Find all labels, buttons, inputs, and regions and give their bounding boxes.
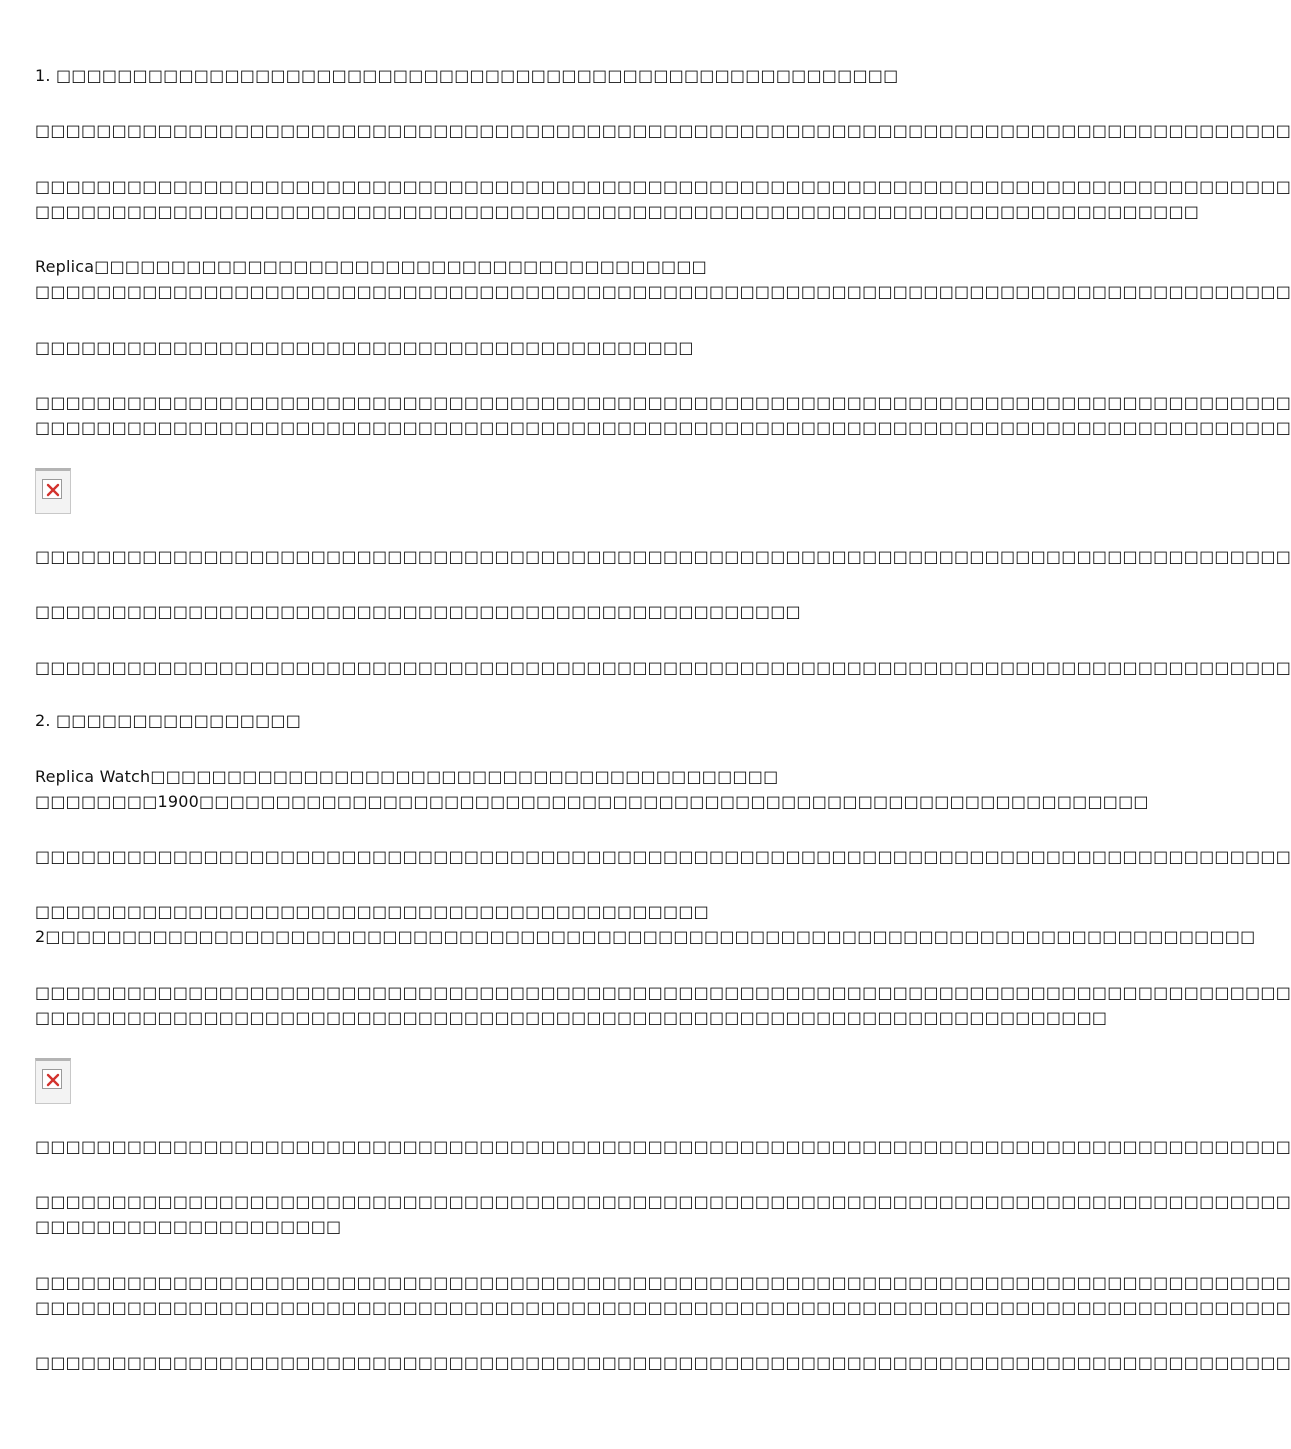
paragraph-line: □□□□□□□□□□□□□□□□□□□□□□□□□□□□□□□□□□□□□□□□□□□□□□□□□□□□□□□□□□□□□□□□□□□□□□□□□□□□ — [35, 202, 1200, 221]
broken-image-placeholder — [35, 1058, 71, 1104]
paragraph-line: □□□□□□□□□□□□□□□□□□□□□□□□□□□□□□□□□□□□□□□□□□□□□□□□□□□□□□□□□□□□□□□□□□□□□□□□□□□□□□□□□□ — [35, 658, 1291, 677]
paragraph-line: □□□□□□□□□□□□□□□□□□□□ — [35, 1217, 342, 1236]
paragraph-line: □□□□□□□□□□□□□□□□□□□□□□□□□□□□□□□□□□□□□□□□□□□□□□□□□□□□□□□□□□□□□□□□□□□□□□□□□□□□□□□□□□ — [35, 1353, 1291, 1372]
paragraph-line: □□□□□□□□□□□□□□□□□□□□□□□□□□□□□□□□□□□□□□□□□□□□□□□□□□□□□□□□□□□□□□□□□□□□□□□□□□□□□□□□□□ — [35, 1137, 1291, 1156]
paragraph-line: □□□□□□□□□□□□□□□□□□□□□□□□□□□□□□□□□□□□□□□□□□□□□□□□□□□□□□□□□□□□□□□□□□□□□□□□□□□□□□□□□□ — [35, 983, 1291, 1002]
paragraph-line: □□□□□□□□□□□□□□□□□□□□□□□□□□□□□□□□□□□□□□□□□□□□□□□□□□□□□□□□□□□□□□□□□□□□□□□□□□□□□□□□□□ — [35, 282, 1291, 301]
paragraph-line: 2□□□□□□□□□□□□□□□□□□□□□□□□□□□□□□□□□□□□□□□□□□□□□□□□□□□□□□□□□□□□□□□□□□□□□□□□□□□□□□□ — [35, 927, 1256, 946]
broken-image-placeholder — [35, 468, 71, 514]
paragraph-line: □□□□□□□□□□□□□□□□□□□□□□□□□□□□□□□□□□□□□□□□□□□ — [35, 338, 694, 357]
paragraph-line: □□□□□□□□□□□□□□□□□□□□□□□□□□□□□□□□□□□□□□□□□□□□□□□□□□□□□□□□□□□□□□□□□□□□□□□□□□□□□□□□□□ — [35, 1192, 1291, 1211]
paragraph-line: □□□□□□□□□□□□□□□□□□□□□□□□□□□□□□□□□□□□□□□□□□□□□□□□□□□□□□□□□□□□□□□□□□□□□□□□□□□□□□□□□□ — [35, 418, 1291, 437]
paragraph-line: □□□□□□□□□□□□□□□□□□□□□□□□□□□□□□□□□□□□□□□□□□□□□□□□□□□□□□□□□□□□□□□□□□□□□□ — [35, 1008, 1108, 1027]
section-heading-2: 2. □□□□□□□□□□□□□□□□ — [35, 711, 302, 730]
paragraph-line: □□□□□□□□□□□□□□□□□□□□□□□□□□□□□□□□□□□□□□□□□□□□□□□□□□□□□□□□□□□□□□□□□□□□□□□□□□□□□□□□□□ — [35, 1273, 1291, 1292]
paragraph-line: □□□□□□□□□□□□□□□□□□□□□□□□□□□□□□□□□□□□□□□□□□□□□□□□□□□□□□□□□□□□□□□□□□□□□□□□□□□□□□□□□□ — [35, 121, 1291, 140]
paragraph-line: □□□□□□□□□□□□□□□□□□□□□□□□□□□□□□□□□□□□□□□□□□□□□□□□□□□□□□□□□□□□□□□□□□□□□□□□□□□□□□□□□□ — [35, 1298, 1291, 1317]
paragraph-line: □□□□□□□□□□□□□□□□□□□□□□□□□□□□□□□□□□□□□□□□□□□□□□□□□□□□□□□□□□□□□□□□□□□□□□□□□□□□□□□□□□ — [35, 393, 1291, 412]
broken-image-icon — [42, 1069, 62, 1089]
paragraph-line: Replica□□□□□□□□□□□□□□□□□□□□□□□□□□□□□□□□□□□□□□□□ — [35, 257, 707, 276]
broken-image-icon — [42, 479, 62, 499]
paragraph-line: □□□□□□□□□□□□□□□□□□□□□□□□□□□□□□□□□□□□□□□□□□□□□□□□□□□□□□□□□□□□□□□□□□□□□□□□□□□□□□□□□□ — [35, 847, 1291, 866]
paragraph-line: Replica Watch□□□□□□□□□□□□□□□□□□□□□□□□□□□□□□□□□□□□□□□□□ — [35, 767, 779, 786]
section-heading-1: 1. □□□□□□□□□□□□□□□□□□□□□□□□□□□□□□□□□□□□□□□□□□□□□□□□□□□□□□□ — [35, 66, 899, 85]
paragraph-line: □□□□□□□□□□□□□□□□□□□□□□□□□□□□□□□□□□□□□□□□□□□□□□□□□□ — [35, 602, 801, 621]
paragraph-line: □□□□□□□□1900□□□□□□□□□□□□□□□□□□□□□□□□□□□□□□□□□□□□□□□□□□□□□□□□□□□□□□□□□□□□□□ — [35, 792, 1149, 811]
paragraph-line: □□□□□□□□□□□□□□□□□□□□□□□□□□□□□□□□□□□□□□□□□□□□□□□□□□□□□□□□□□□□□□□□□□□□□□□□□□□□□□□□□□ — [35, 547, 1291, 566]
paragraph-line: □□□□□□□□□□□□□□□□□□□□□□□□□□□□□□□□□□□□□□□□□□□□□□□□□□□□□□□□□□□□□□□□□□□□□□□□□□□□□□□□□□ — [35, 177, 1291, 196]
paragraph-line: □□□□□□□□□□□□□□□□□□□□□□□□□□□□□□□□□□□□□□□□□□□□ — [35, 902, 709, 921]
